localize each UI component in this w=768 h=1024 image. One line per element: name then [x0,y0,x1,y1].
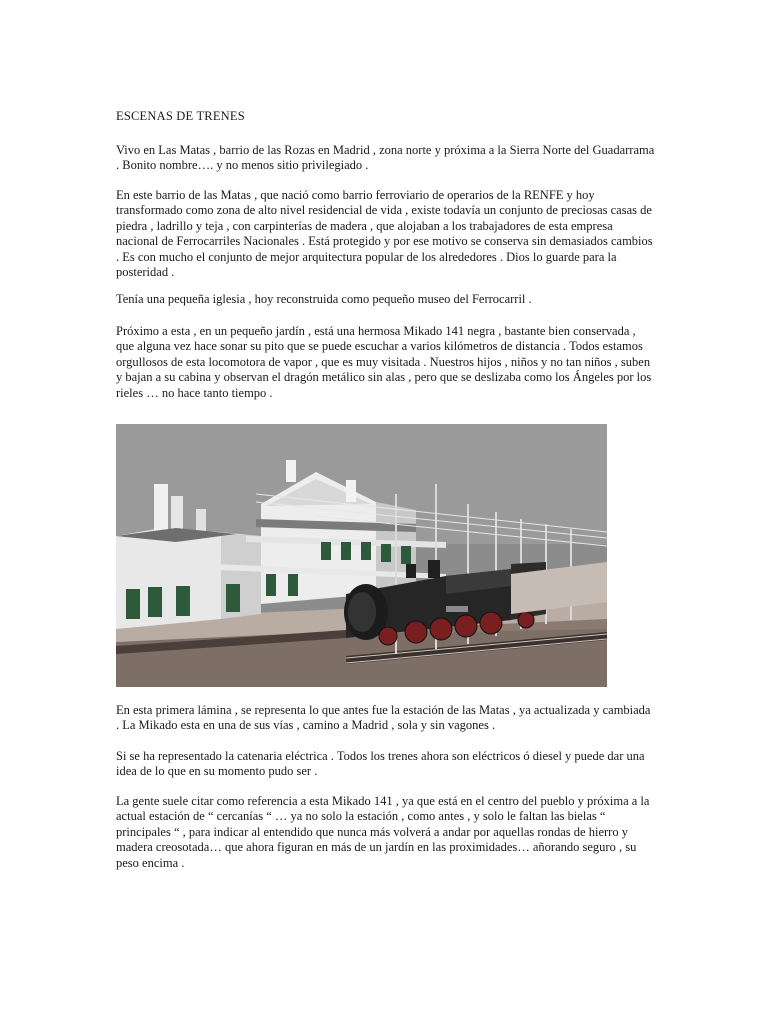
paragraph-4: Próximo a esta , en un pequeño jardín , está una hermosa Mikado 141 negra , bastante bien conservada , que alguna vez hace sonar su pito que se puede escuchar a varios kilómetros de distancia . Todos estamos orgullosos de esta locomotora de vapor , que es muy visitada . Nuestros hijos , niños y no tan niños , suben y bajan a su cabina y observan el dragón metálico sin alas , pero que se deslizaba como los Ángeles por los rieles … no hace tanto tiempo . [116,324,652,400]
paragraph-5: En esta primera lámina , se representa lo que antes fue la estación de las Matas , ya actualizada y cambiada . La Mikado esta en una de sus vías , camino a Madrid , sola y sin vagones . [116,703,651,733]
paragraph-2: En este barrio de las Matas , que nació como barrio ferroviario de operarios de la RENFE y hoy transformado como zona de alto nivel residencial de vida , existe todavía un conjunto de preciosas casas de piedra , ladrillo y teja , con carpinterías de madera , que alojaban a los trabajadores de esta empresa nacional de Ferrocarriles Nacionales . Está protegido y por ese motivo se conserva sin demasiados cambios . Es con mucho el conjunto de mejor arquitectura popular de los alrededores . Dios lo guarde para la posteridad . [116,188,653,280]
paragraph-6: Si se ha representado la catenaria eléctrica . Todos los trenes ahora son eléctricos ó diesel y puede dar una idea de lo que en su momento pudo ser . [116,749,645,779]
paragraph-7: La gente suele citar como referencia a esta Mikado 141 , ya que está en el centro del pueblo y próxima a la actual estación de “ cercanías “ … ya no solo la estación , como antes , y solo le faltan las bielas “ principales “ , para indicar al entendido que nunca más volverá a andar por aquellas rondas de hierro y madera creosotada… que ahora figuran en más de un jardín en las proximidades… añorando seguro , su peso encima . [116,794,650,870]
station-render [116,424,607,687]
paragraph-1: Vivo en Las Matas , barrio de las Rozas en Madrid , zona norte y próxima a la Sierra Norte del Guadarrama . Bonito nombre…. y no menos sitio privilegiado . [116,143,655,173]
document-title: ESCENAS DE TRENES [116,109,245,123]
paragraph-3: Tenía una pequeña iglesia , hoy reconstruida como pequeño museo del Ferrocarril . [116,292,532,306]
station-locomotive-illustration [116,424,607,687]
